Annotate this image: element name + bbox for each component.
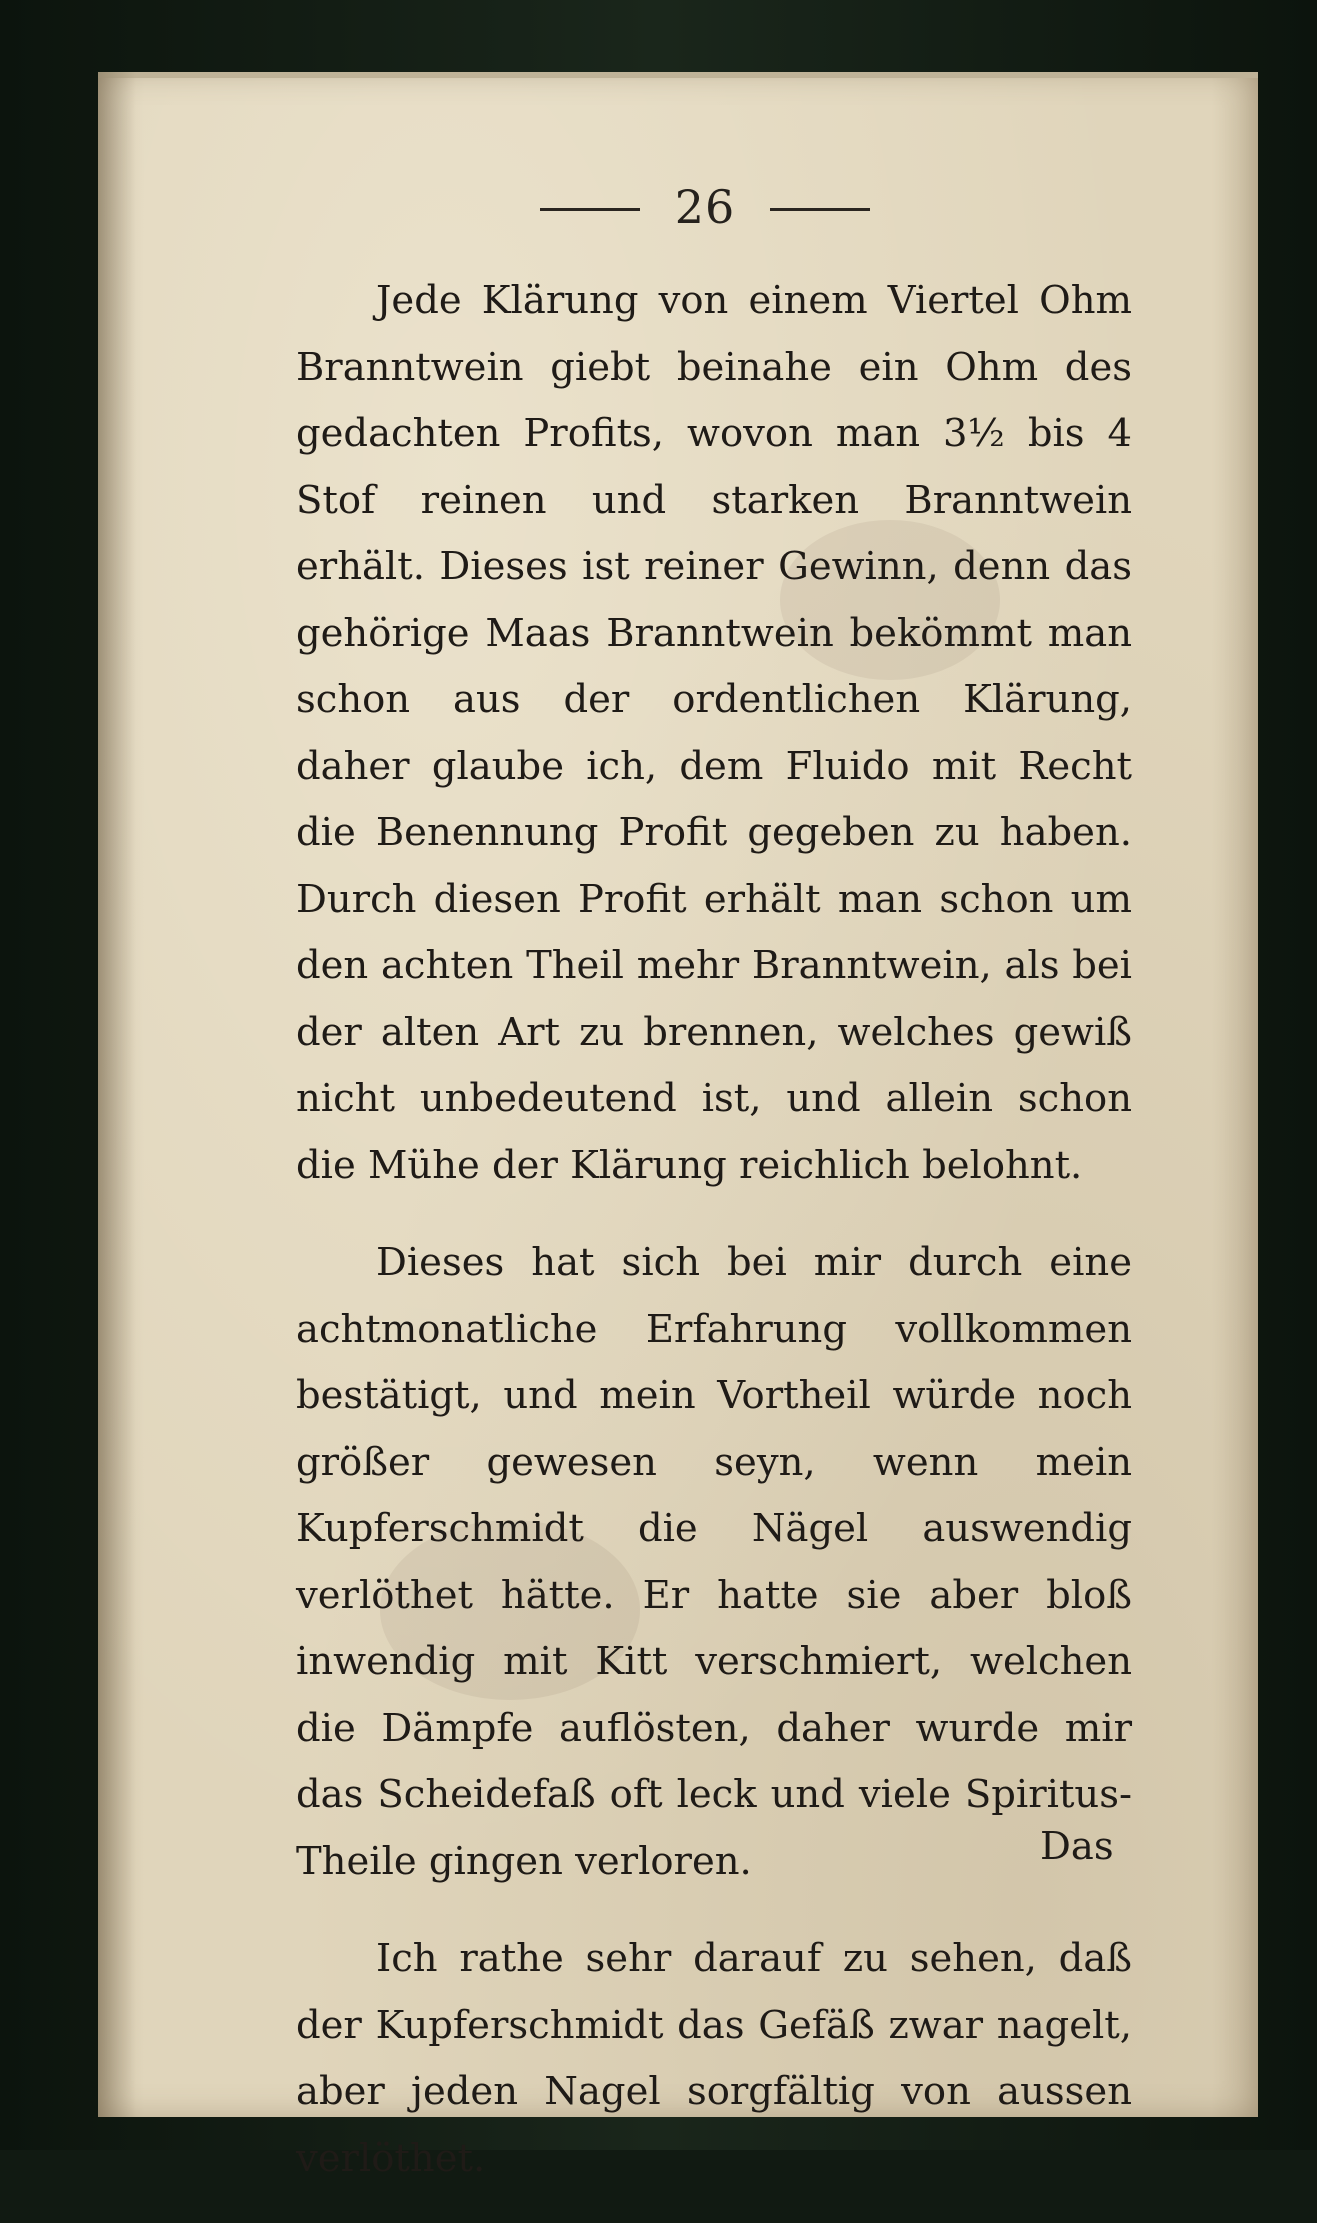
- page-gutter-shadow: [98, 72, 136, 2117]
- paragraph: Jede Klärung von einem Viertel Ohm Branntwein giebt beinahe ein Ohm des gedachten Profits, wovon man 3½ bis 4 Stof reinen und starken Branntwein erhält. Dieses ist reiner Gewinn, denn das gehörige Maas Branntwein bekömmt man schon aus der ordentlichen Klärung, daher glaube ich, dem Fluido mit Recht die Benennung Profit gegeben zu haben. Durch diesen Profit erhält man schon um den achten Theil mehr Branntwein, als bei der alten Art zu brennen, welches gewiß nicht unbedeutend ist, und allein schon die Mühe der Klärung reichlich belohnt.: [296, 278, 1132, 1188]
- page-top-edge: [98, 72, 1258, 78]
- header-rule-right: [770, 208, 870, 211]
- paragraph: Dieses hat sich bei mir durch eine achtmonatliche Erfahrung vollkommen bestätigt, und mein Vortheil würde noch größer gewesen seyn, wenn mein Kupferschmidt die Nägel auswendig verlöthet hätte. Er hatte sie aber bloß inwendig mit Kitt verschmiert, welchen die Dämpfe auflösten, daher wurde mir das Scheidefaß oft leck und viele Spiritus-Theile gingen verloren.: [296, 1240, 1132, 1884]
- body-text: [296, 268, 1132, 2223]
- page-header: [540, 180, 870, 240]
- page-number: 26: [674, 180, 736, 234]
- paragraph: Ich rathe sehr darauf zu sehen, daß der Kupferschmidt das Gefäß zwar nagelt, aber jeden Nagel sorgfältig von aussen verlöthet.: [296, 1936, 1132, 2181]
- catchword: Das: [1040, 1824, 1114, 1869]
